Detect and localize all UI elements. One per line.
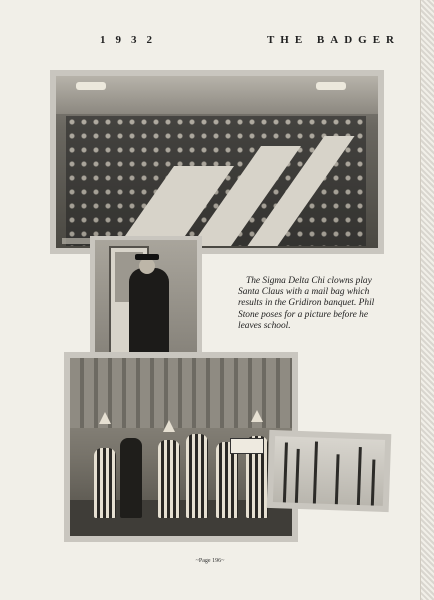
tree-trunk: [357, 447, 362, 505]
banquet-photo: [56, 76, 378, 248]
tree-trunk: [371, 460, 376, 506]
page-header: [100, 34, 400, 46]
header-title: THE BADGER: [266, 34, 400, 46]
clown-hat-icon: [251, 410, 263, 422]
clown-figure: [120, 438, 142, 518]
page-edge-border: [420, 0, 434, 600]
lamp-icon: [76, 82, 106, 90]
hat-icon: [135, 254, 159, 260]
tree-trunk: [335, 454, 340, 504]
clowns-photo: [70, 358, 292, 536]
person-head: [139, 258, 155, 274]
page-number: ~Page 196~: [195, 558, 225, 564]
tree-trunk: [283, 442, 288, 502]
lamp-icon: [316, 82, 346, 90]
clown-hat-icon: [99, 412, 111, 424]
mail-bag-sign: [230, 438, 264, 454]
clown-figure: [94, 448, 116, 518]
clown-figure: [186, 434, 208, 518]
tree-trunk: [313, 441, 318, 503]
tree-trunk: [295, 449, 300, 503]
header-year: 1932: [100, 34, 162, 46]
photo-caption: The Sigma Delta Chi clowns play Santa Claus with a mail bag which results in the Gridiron banquet. Phil Stone poses for a picture before he leaves school.: [238, 276, 375, 331]
clown-hat-icon: [163, 420, 175, 432]
snow-scene-photo: [273, 436, 385, 506]
clown-figure: [158, 440, 180, 518]
